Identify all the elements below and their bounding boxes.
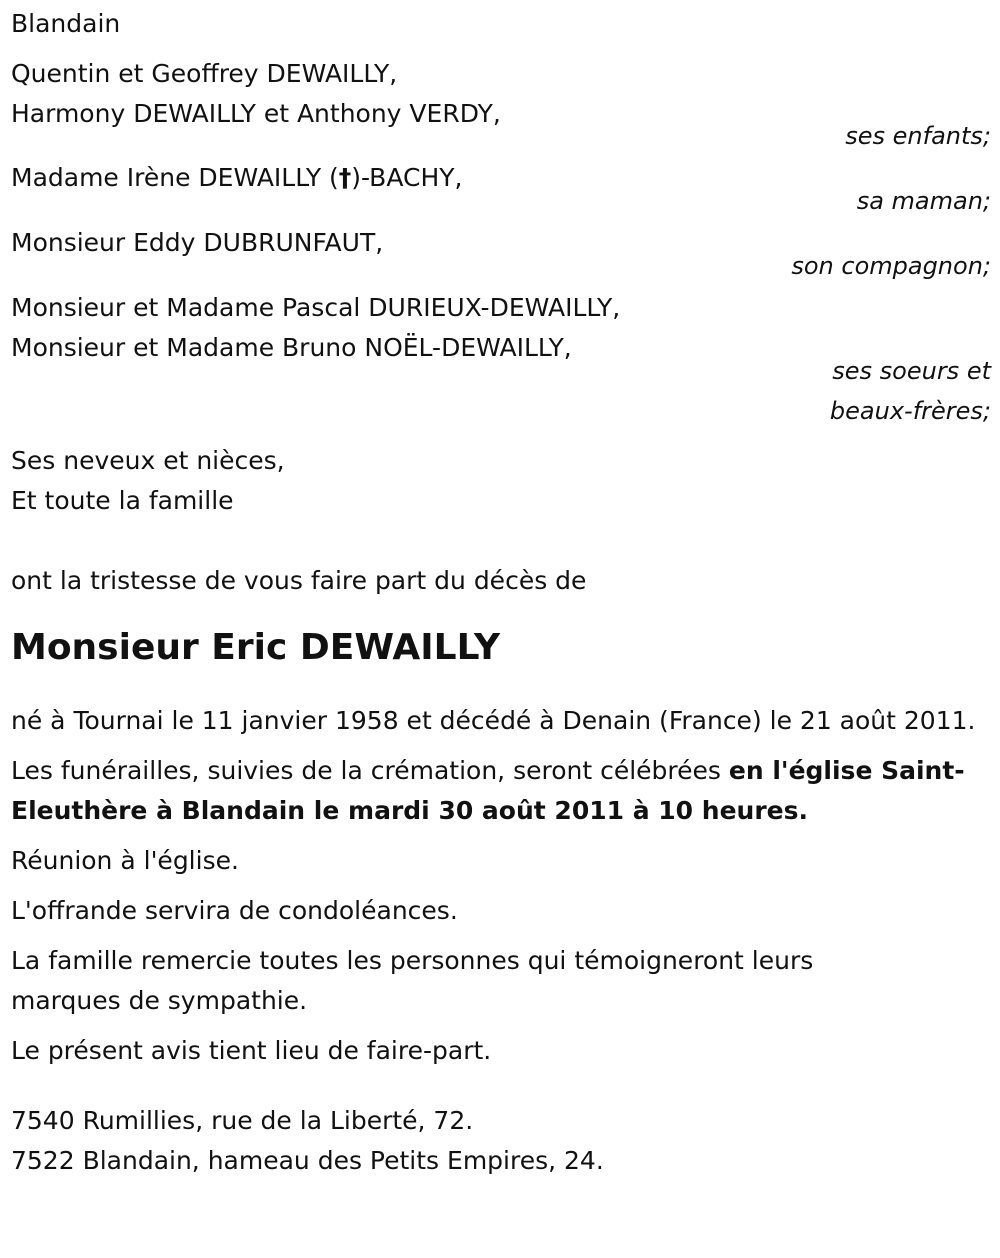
family-group-mother xyxy=(11,158,991,221)
family-line: Monsieur et Madame Bruno NOËL-DEWAILLY, xyxy=(11,333,572,362)
note-text: Réunion à l'église. xyxy=(11,846,239,875)
family-line: Madame Irène DEWAILLY (†)-BACHY, xyxy=(11,163,463,192)
address-line: 7522 Blandain, hameau des Petits Empires, 24. xyxy=(11,1146,604,1175)
cross-icon: † xyxy=(338,163,352,192)
relation-label: son compagnon; xyxy=(791,252,991,280)
family-group-children xyxy=(11,54,991,156)
family-line: Quentin et Geoffrey DEWAILLY, xyxy=(11,59,398,88)
obituary-notice xyxy=(11,4,991,1181)
extended-family-line: Et toute la famille xyxy=(11,486,234,515)
family-line: Monsieur Eddy DUBRUNFAUT, xyxy=(11,228,384,257)
relation-label: beaux-frères; xyxy=(829,397,991,425)
address-line: 7540 Rumillies, rue de la Liberté, 72. xyxy=(11,1106,474,1135)
relation-label: ses enfants; xyxy=(845,122,991,150)
extended-family-line: Ses neveux et nièces, xyxy=(11,446,285,475)
relation-label: ses soeurs et xyxy=(832,357,991,385)
funeral-details: en l'église Saint-Eleuthère à Blandain le mardi 30 août 2011 à 10 heures. xyxy=(11,756,965,825)
announcement-text: ont la tristesse de vous faire part du décès de xyxy=(11,566,587,595)
funeral-text: Les funérailles, suivies de la crémation, seront célébrées en l'église Saint-Eleuthère à Blandain le mardi 30 août 2011 à 10 heures. xyxy=(11,756,965,825)
family-line: Monsieur et Madame Pascal DURIEUX-DEWAILLY, xyxy=(11,293,621,322)
deceased-name: Monsieur Eric DEWAILLY xyxy=(11,627,501,668)
heading-place: Blandain xyxy=(11,9,121,38)
note-text: Le présent avis tient lieu de faire-part. xyxy=(11,1036,492,1065)
family-group-sisters xyxy=(11,288,991,431)
family-group-companion xyxy=(11,223,991,286)
note-text: L'offrande servira de condoléances. xyxy=(11,896,458,925)
note-text: La famille remercie toutes les personnes qui témoigneront leurs marques de sympathie. xyxy=(11,946,814,1015)
family-line: Harmony DEWAILLY et Anthony VERDY, xyxy=(11,99,501,128)
relation-label: sa maman; xyxy=(856,187,991,215)
birth-death-text: né à Tournai le 11 janvier 1958 et décédé à Denain (France) le 21 août 2011. xyxy=(11,706,976,735)
